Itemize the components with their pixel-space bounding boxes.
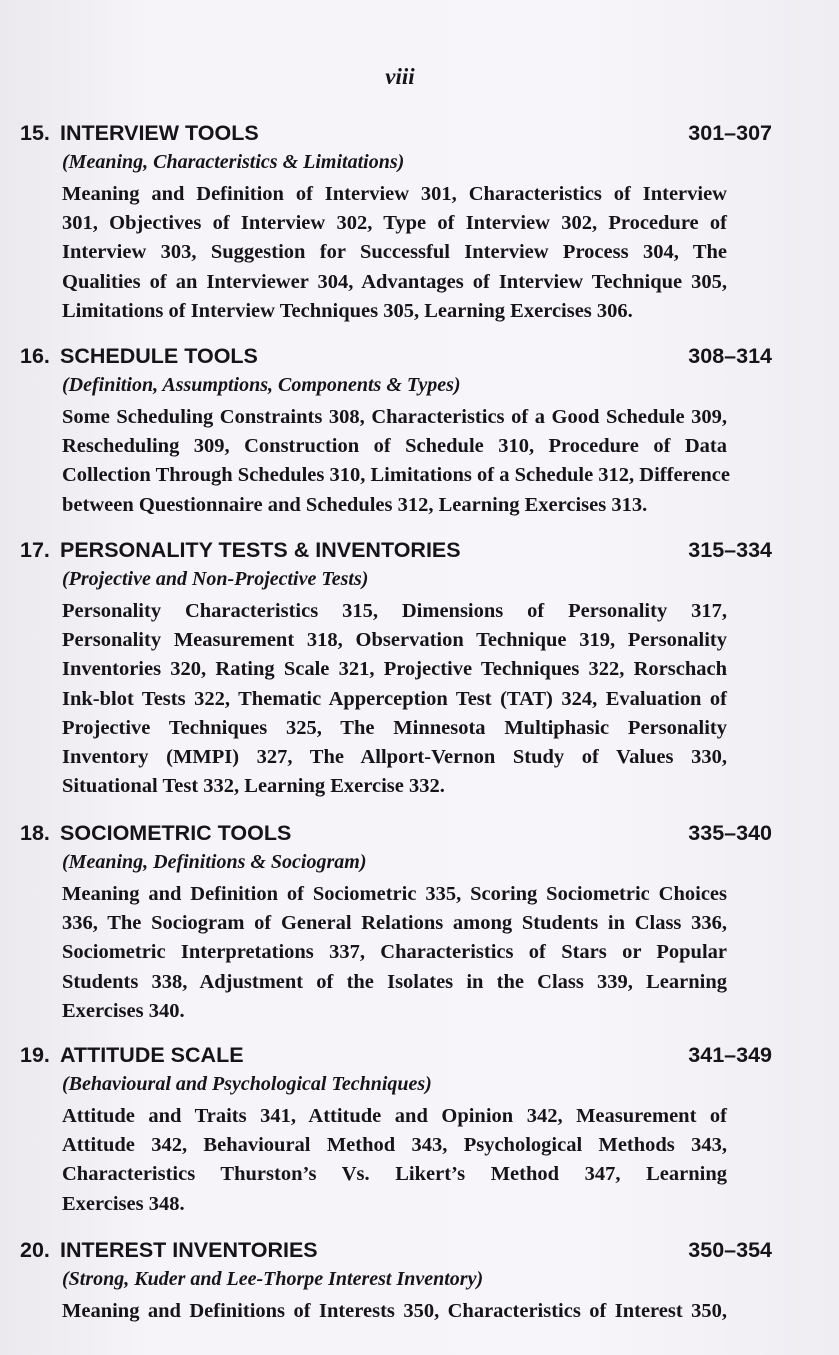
contents-line: Attitude 342, Behavioural Method 343, Psychological Methods 343, bbox=[62, 1134, 727, 1157]
chapter-number: 17. bbox=[20, 538, 50, 562]
page-range: 301–307 bbox=[688, 121, 772, 145]
toc-entry bbox=[20, 818, 775, 1026]
contents-line: Personality Measurement 318, Observation Technique 319, Personality bbox=[62, 629, 727, 652]
entry-heading bbox=[20, 341, 775, 371]
contents-line: Limitations of Interview Techniques 305, Learning Exercises 306. bbox=[62, 299, 633, 322]
contents-line: Students 338, Adjustment of the Isolates in the Class 339, Learning bbox=[62, 970, 727, 993]
toc-entry bbox=[20, 535, 775, 801]
chapter-title: PERSONALITY TESTS & INVENTORIES bbox=[60, 538, 461, 562]
chapter-contents bbox=[62, 880, 727, 1026]
chapter-contents bbox=[62, 180, 727, 326]
chapter-number: 20. bbox=[20, 1238, 50, 1262]
entry-heading bbox=[20, 818, 775, 848]
chapter-subtitle: (Behavioural and Psychological Techniques) bbox=[62, 1073, 432, 1095]
contents-line: Projective Techniques 325, The Minnesota Multiphasic Personality bbox=[62, 716, 727, 739]
chapter-title: INTEREST INVENTORIES bbox=[60, 1238, 318, 1262]
chapter-title: SOCIOMETRIC TOOLS bbox=[60, 821, 292, 845]
contents-line: Interview 303, Suggestion for Successful Interview Process 304, The bbox=[62, 241, 727, 264]
toc-entry bbox=[20, 1235, 775, 1326]
chapter-subtitle: (Meaning, Characteristics & Limitations) bbox=[62, 151, 405, 173]
chapter-number: 19. bbox=[20, 1043, 50, 1067]
page-range: 315–334 bbox=[688, 538, 772, 562]
chapter-subtitle: (Strong, Kuder and Lee-Thorpe Interest Inventory) bbox=[62, 1268, 484, 1290]
contents-line: Exercises 340. bbox=[62, 999, 185, 1022]
chapter-subtitle: (Definition, Assumptions, Components & Types) bbox=[62, 374, 461, 396]
contents-line: Meaning and Definition of Sociometric 335, Scoring Sociometric Choices bbox=[62, 883, 727, 905]
toc-entry bbox=[20, 1040, 775, 1219]
chapter-contents bbox=[62, 597, 727, 801]
contents-line: between Questionnaire and Schedules 312, Learning Exercises 313. bbox=[62, 493, 648, 516]
page-range: 350–354 bbox=[688, 1238, 772, 1262]
contents-line: Situational Test 332, Learning Exercise 332. bbox=[62, 775, 445, 798]
contents-line: Some Scheduling Constraints 308, Characteristics of a Good Schedule 309, bbox=[62, 406, 727, 428]
contents-line: Exercises 348. bbox=[62, 1192, 185, 1215]
contents-line: Ink-blot Tests 322, Thematic Apperception Test (TAT) 324, Evaluation of bbox=[62, 687, 727, 710]
chapter-title: SCHEDULE TOOLS bbox=[60, 344, 258, 368]
contents-line: 336, The Sociogram of General Relations among Students in Class 336, bbox=[62, 912, 727, 935]
chapter-contents bbox=[62, 403, 730, 520]
contents-line: Inventory (MMPI) 327, The Allport-Vernon Study of Values 330, bbox=[62, 745, 727, 768]
entry-heading bbox=[20, 1040, 775, 1070]
contents-line: Rescheduling 309, Construction of Schedule 310, Procedure of Data bbox=[62, 435, 727, 458]
chapter-number: 15. bbox=[20, 121, 50, 145]
contents-line: Inventories 320, Rating Scale 321, Projective Techniques 322, Rorschach bbox=[62, 658, 727, 681]
chapter-subtitle: (Projective and Non-Projective Tests) bbox=[62, 568, 369, 590]
contents-line: Attitude and Traits 341, Attitude and Opinion 342, Measurement of bbox=[62, 1105, 727, 1127]
contents-line: Qualities of an Interviewer 304, Advantages of Interview Technique 305, bbox=[62, 270, 727, 293]
toc-entry bbox=[20, 341, 775, 520]
entry-heading bbox=[20, 535, 775, 565]
entry-heading bbox=[20, 118, 775, 148]
page-range: 341–349 bbox=[688, 1043, 772, 1067]
contents-line: Meaning and Definitions of Interests 350, Characteristics of Interest 350, bbox=[62, 1300, 727, 1322]
chapter-title: INTERVIEW TOOLS bbox=[60, 121, 259, 145]
chapter-contents bbox=[62, 1102, 727, 1219]
page-number: viii bbox=[385, 64, 415, 89]
contents-line: 301, Objectives of Interview 302, Type of Interview 302, Procedure of bbox=[62, 212, 727, 235]
chapter-subtitle: (Meaning, Definitions & Sociogram) bbox=[62, 851, 367, 873]
toc-entry bbox=[20, 118, 775, 326]
contents-line: Collection Through Schedules 310, Limitations of a Schedule 312, Difference bbox=[62, 464, 730, 487]
chapter-number: 18. bbox=[20, 821, 50, 845]
page-range: 308–314 bbox=[688, 344, 772, 368]
contents-line: Sociometric Interpretations 337, Characteristics of Stars or Popular bbox=[62, 941, 727, 964]
contents-line: Characteristics Thurston’s Vs. Likert’s Method 347, Learning bbox=[62, 1163, 727, 1186]
contents-line: Meaning and Definition of Interview 301, Characteristics of Interview bbox=[62, 183, 727, 205]
chapter-number: 16. bbox=[20, 344, 50, 368]
chapter-title: ATTITUDE SCALE bbox=[60, 1043, 244, 1067]
chapter-contents bbox=[62, 1297, 727, 1326]
entry-heading bbox=[20, 1235, 775, 1265]
contents-line: Personality Characteristics 315, Dimensions of Personality 317, bbox=[62, 600, 727, 622]
page-range: 335–340 bbox=[688, 821, 772, 845]
